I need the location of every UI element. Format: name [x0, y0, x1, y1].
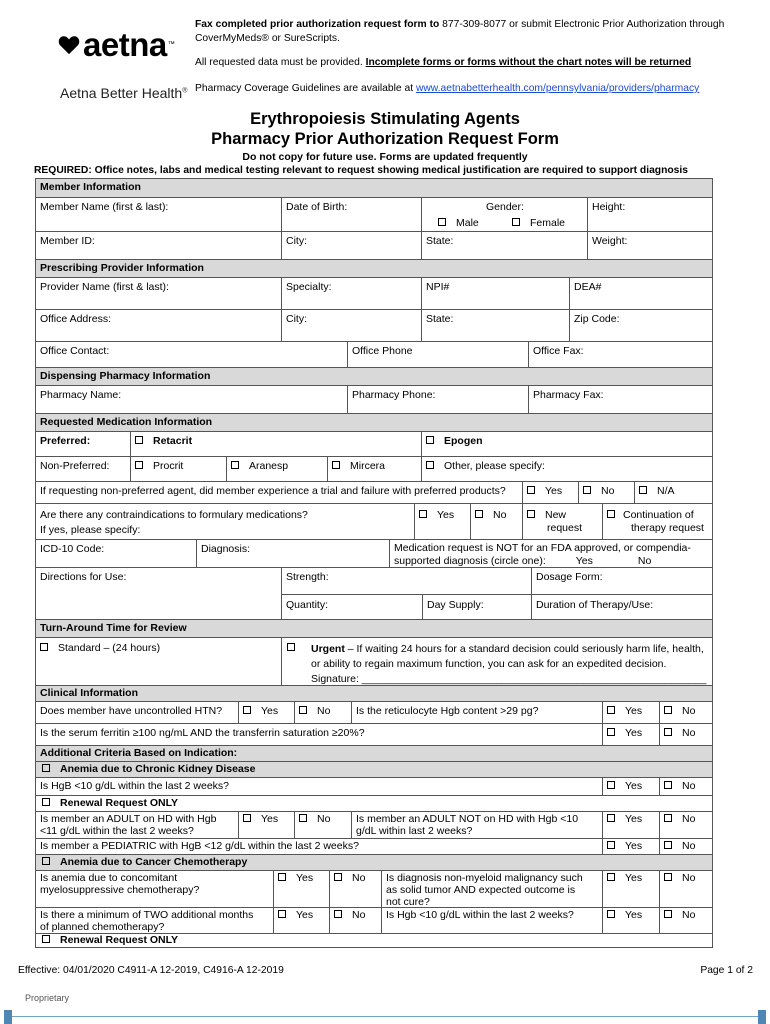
ferritin-no[interactable] — [659, 724, 712, 745]
pharmacy-fax-label: Pharmacy Fax: — [533, 389, 604, 401]
dea-field[interactable] — [569, 278, 712, 309]
male-option[interactable] — [438, 217, 479, 230]
logo-trademark: ™ — [167, 41, 175, 48]
other-option[interactable] — [421, 457, 712, 481]
adult-nothd-yes-checkbox[interactable] — [607, 814, 615, 822]
icd-row — [36, 539, 712, 567]
chemo-hgb-no-label: No — [682, 909, 696, 921]
adult-hd-no-label: No — [317, 813, 331, 825]
chemo-renewal-checkbox[interactable] — [42, 935, 50, 943]
pediatric-no-checkbox[interactable] — [664, 841, 672, 849]
ckd-renewal-checkbox[interactable] — [42, 798, 50, 806]
dosage-field[interactable] — [531, 568, 713, 594]
footer-bar — [0, 1008, 770, 1024]
trial-no-checkbox[interactable] — [583, 486, 591, 494]
section-pharmacy — [36, 367, 712, 385]
chemo-hgb-yes-label: Yes — [625, 909, 643, 921]
pediatric-yes[interactable] — [602, 839, 659, 854]
twomonths-l1: Is there a minimum of TWO additional months — [40, 909, 254, 921]
chemo-renewal-option[interactable] — [42, 934, 178, 947]
procrit-option[interactable] — [130, 457, 226, 481]
retic-no-label: No — [682, 705, 696, 717]
epogen-label: Epogen — [444, 435, 483, 447]
strength-label: Strength: — [286, 571, 329, 583]
height-field[interactable] — [587, 198, 712, 231]
pediatric-row — [36, 838, 712, 854]
office-contact-label: Office Contact: — [40, 345, 110, 357]
retacrit-label: Retacrit — [153, 435, 193, 447]
member-city-label: City: — [286, 235, 307, 247]
adult-nothd-yes-label: Yes — [625, 813, 643, 825]
trial-na[interactable] — [634, 482, 712, 503]
section-clinical — [36, 685, 712, 701]
npi-field[interactable] — [421, 278, 569, 309]
adult-nothd-question — [351, 812, 602, 838]
pharmacy-phone-label: Pharmacy Phone: — [352, 389, 436, 401]
ferritin-no-checkbox[interactable] — [664, 728, 672, 736]
ferritin-yes-checkbox[interactable] — [607, 728, 615, 736]
supply-label: Day Supply: — [427, 599, 484, 611]
page-number: Page 1 of 2 — [700, 965, 753, 976]
member-id-field[interactable] — [36, 232, 281, 259]
contra-no[interactable] — [470, 504, 522, 539]
required-notice — [195, 56, 725, 70]
aranesp-checkbox[interactable] — [231, 461, 239, 469]
concomitant-yes-label: Yes — [296, 872, 314, 884]
section-additional-label: Additional Criteria Based on Indication: — [40, 747, 238, 759]
concomitant-yes[interactable] — [273, 871, 329, 907]
contra-no-checkbox[interactable] — [475, 510, 483, 518]
office-state-field[interactable] — [421, 310, 569, 341]
section-tat-label: Turn-Around Time for Review — [40, 622, 187, 634]
procrit-checkbox[interactable] — [135, 461, 143, 469]
htn-row — [36, 701, 712, 723]
fda-no[interactable]: No — [637, 555, 652, 567]
pediatric-no-label: No — [682, 840, 696, 852]
provider-name-label: Provider Name (first & last): — [40, 281, 169, 293]
concomitant-l2: myelosuppressive chemotherapy? — [40, 884, 200, 896]
member-city-field[interactable] — [281, 232, 421, 259]
pharmacy-phone-field[interactable] — [347, 386, 528, 413]
fda-l1: Medication request is NOT for an FDA approved, or compendia- — [394, 542, 691, 554]
adult-nothd-yes[interactable] — [602, 812, 659, 838]
prescriber-row-3 — [36, 341, 712, 367]
nonmyeloid-question — [381, 871, 602, 907]
section-pharmacy-label: Dispensing Pharmacy Information — [40, 370, 211, 382]
procrit-label: Procrit — [153, 460, 184, 472]
continuation-l2: therapy request — [631, 522, 704, 534]
trial-na-label: N/A — [657, 485, 675, 497]
weight-label: Weight: — [592, 235, 628, 247]
nonmyeloid-l2: as solid tumor AND expected outcome is — [386, 884, 576, 896]
aranesp-option[interactable] — [226, 457, 327, 481]
quantity-field[interactable] — [282, 594, 422, 620]
new-request-l1: New — [545, 509, 567, 521]
trial-question: If requesting non-preferred agent, did member experience a trial and failure with preferred products? — [40, 485, 506, 497]
trial-yes-checkbox[interactable] — [527, 486, 535, 494]
trial-no-label: No — [601, 485, 615, 497]
effective-date: Effective: 04/01/2020 C4911-A 12-2019, C4916-A 12-2019 — [18, 965, 284, 976]
mircera-label: Mircera — [350, 460, 386, 472]
standard-checkbox[interactable] — [40, 643, 48, 651]
nonmyeloid-l1: Is diagnosis non-myeloid malignancy such — [386, 872, 583, 884]
retic-no-checkbox[interactable] — [664, 706, 672, 714]
office-address-label: Office Address: — [40, 313, 112, 325]
pediatric-yes-checkbox[interactable] — [607, 841, 615, 849]
ckd-renewal-label: Renewal Request ONLY — [60, 797, 179, 809]
height-label: Height: — [592, 201, 626, 213]
adult-hd-no[interactable] — [294, 812, 351, 838]
icd-label: ICD-10 Code: — [40, 543, 105, 555]
office-fax-label: Office Fax: — [533, 345, 584, 357]
nonmyeloid-no-label: No — [682, 872, 696, 884]
htn-yes[interactable] — [238, 702, 294, 723]
tat-row — [36, 637, 712, 685]
office-fax-field[interactable] — [528, 342, 712, 367]
urgent-l2: or ability to regain maximum function, you can ask for an expedited decision. — [311, 658, 667, 670]
member-name-label: Member Name (first & last): — [40, 201, 169, 213]
office-city-label: City: — [286, 313, 307, 325]
footer-bar-right-block — [758, 1010, 766, 1024]
subbrand-text: Aetna Better Health — [60, 85, 183, 101]
twomonths-no[interactable] — [329, 908, 381, 933]
ferritin-question: Is the serum ferritin ≥100 ng/mL AND the transferrin saturation ≥20%? — [40, 727, 365, 739]
ckd-header — [36, 761, 712, 777]
guidelines-plain: Pharmacy Coverage Guidelines are available at — [195, 83, 416, 94]
ckd-option[interactable] — [42, 763, 255, 776]
form-title-1: Erythropoiesis Stimulating Agents — [250, 110, 520, 128]
new-request-checkbox[interactable] — [527, 510, 535, 518]
directions-field[interactable] — [36, 568, 281, 619]
htn-no-checkbox[interactable] — [299, 706, 307, 714]
preferred-row — [36, 431, 712, 456]
dob-label: Date of Birth: — [286, 201, 348, 213]
fda-yes[interactable]: Yes — [575, 555, 593, 567]
office-phone-field[interactable] — [347, 342, 528, 367]
new-request-l2: request — [547, 522, 583, 534]
chemo-label: Anemia due to Cancer Chemotherapy — [60, 856, 248, 868]
supply-field[interactable] — [422, 594, 531, 620]
adult-nothd-no-checkbox[interactable] — [664, 814, 672, 822]
nonmyeloid-no[interactable] — [659, 871, 712, 907]
retic-yes[interactable] — [602, 702, 659, 723]
retic-yes-checkbox[interactable] — [607, 706, 615, 714]
fda-field — [389, 540, 712, 567]
chemo-renewal-label: Renewal Request ONLY — [60, 934, 179, 946]
adult-hd-yes-checkbox[interactable] — [243, 814, 251, 822]
ferritin-no-label: No — [682, 727, 696, 739]
office-phone-label: Office Phone — [352, 345, 413, 357]
trial-yes[interactable] — [522, 482, 578, 503]
contra-yes-label: Yes — [437, 509, 455, 521]
ckd-hgb-row — [36, 777, 712, 795]
contraindication-row — [36, 503, 712, 539]
urgent-l1 — [311, 642, 708, 657]
chemo-hgb-yes-checkbox[interactable] — [607, 910, 615, 918]
duration-field[interactable] — [531, 594, 713, 620]
required-plain: All requested data must be provided. — [195, 57, 366, 68]
chemo-hgb-no[interactable] — [659, 908, 712, 933]
directions-row — [36, 567, 712, 619]
prescriber-row-1 — [36, 277, 712, 309]
retacrit-checkbox[interactable] — [135, 436, 143, 444]
aetna-logo — [58, 28, 175, 61]
provider-name-field[interactable] — [36, 278, 281, 309]
office-state-label: State: — [426, 313, 454, 325]
npi-label: NPI# — [426, 281, 450, 293]
adult-hd-no-checkbox[interactable] — [299, 814, 307, 822]
concomitant-yes-checkbox[interactable] — [278, 873, 286, 881]
duration-label: Duration of Therapy/Use: — [536, 599, 654, 611]
htn-question: Does member have uncontrolled HTN? — [40, 705, 223, 717]
continuation-option[interactable] — [602, 504, 712, 539]
specialty-field[interactable] — [281, 278, 421, 309]
form-title-2: Pharmacy Prior Authorization Request Form — [211, 130, 559, 148]
section-additional — [36, 745, 712, 761]
contra-q1: Are there any contraindications to formulary medications? — [40, 509, 308, 521]
urgent-option[interactable] — [281, 638, 712, 685]
weight-field[interactable] — [587, 232, 712, 259]
directions-label: Directions for Use: — [40, 571, 127, 583]
concomitant-l1: Is anemia due to concomitant — [40, 872, 178, 884]
htn-yes-label: Yes — [261, 705, 279, 717]
zip-label: Zip Code: — [574, 313, 620, 325]
member-state-label: State: — [426, 235, 454, 247]
twomonths-yes-checkbox[interactable] — [278, 910, 286, 918]
ckd-hgb-yes-checkbox[interactable] — [607, 781, 615, 789]
section-member-label: Member Information — [40, 181, 141, 193]
contra-q2: If yes, please specify: — [40, 524, 141, 536]
female-option[interactable] — [512, 217, 565, 230]
fax-instructions — [195, 18, 725, 46]
dob-field[interactable] — [281, 198, 421, 231]
required-bold: Incomplete forms or forms without the chart notes will be returned — [365, 57, 692, 68]
gender-field — [421, 198, 587, 231]
ckd-hgb-no-label: No — [682, 780, 696, 792]
dosage-label: Dosage Form: — [536, 571, 603, 583]
adult-nothd-l1: Is member an ADULT NOT on HD with Hgb <10 — [356, 813, 579, 825]
nonmyeloid-yes-checkbox[interactable] — [607, 873, 615, 881]
dea-label: DEA# — [574, 281, 602, 293]
twomonths-yes-label: Yes — [296, 909, 314, 921]
section-member — [36, 179, 712, 197]
ferritin-row — [36, 723, 712, 745]
other-label: Other, please specify: — [444, 460, 545, 472]
nonmyeloid-yes-label: Yes — [625, 872, 643, 884]
chemo-header — [36, 854, 712, 870]
contra-no-label: No — [493, 509, 507, 521]
nonmyeloid-l3: not cure? — [386, 896, 430, 908]
concomitant-no-checkbox[interactable] — [334, 873, 342, 881]
diagnosis-field[interactable] — [196, 540, 389, 567]
female-checkbox[interactable] — [512, 218, 520, 226]
standard-label: Standard – (24 hours) — [58, 642, 161, 654]
contra-yes[interactable] — [414, 504, 470, 539]
chemo-renewal-row — [36, 933, 712, 948]
epogen-checkbox[interactable] — [426, 436, 434, 444]
pediatric-question: Is member a PEDIATRIC with HgB <12 g/dL within the last 2 weeks? — [40, 840, 359, 852]
ckd-hgb-yes[interactable] — [602, 778, 659, 795]
htn-no-label: No — [317, 705, 331, 717]
mircera-checkbox[interactable] — [332, 461, 340, 469]
section-medication-label: Requested Medication Information — [40, 416, 213, 428]
chemo-checkbox[interactable] — [42, 857, 50, 865]
adult-hd-l2: <11 g/dL within the last 2 weeks? — [40, 825, 194, 837]
logo-wordmark: aetna — [83, 26, 167, 63]
urgent-bold: Urgent — [311, 643, 345, 655]
section-medication — [36, 413, 712, 431]
required-banner: REQUIRED: Office notes, labs and medical testing relevant to request showing medical justification are required to support diagnosis — [34, 165, 688, 176]
ckd-renewal-row — [36, 795, 712, 811]
chemo-hgb-no-checkbox[interactable] — [664, 910, 672, 918]
twomonths-no-label: No — [352, 909, 366, 921]
strength-field[interactable] — [282, 568, 531, 594]
ckd-hgb-yes-label: Yes — [625, 780, 643, 792]
ckd-label: Anemia due to Chronic Kidney Disease — [60, 763, 256, 775]
prescriber-row-2 — [36, 309, 712, 341]
icd-field[interactable] — [36, 540, 196, 567]
guidelines-notice — [195, 82, 725, 96]
footer-bar-line — [8, 1016, 762, 1017]
fda-l2-text: supported diagnosis (circle one): — [394, 555, 546, 567]
quantity-label: Quantity: — [286, 599, 329, 611]
ferritin-yes-label: Yes — [625, 727, 643, 739]
pharmacy-fax-field[interactable] — [528, 386, 712, 413]
htn-no[interactable] — [294, 702, 351, 723]
adult-hd-yes[interactable] — [238, 812, 294, 838]
signature-line[interactable]: Signature: ___________________________________________________________ — [311, 673, 707, 685]
concomitant-no[interactable] — [329, 871, 381, 907]
member-row-2 — [36, 231, 712, 259]
pharmacy-name-field[interactable] — [36, 386, 347, 413]
subbrand-reg: ® — [182, 87, 188, 95]
ckd-renewal-option[interactable] — [42, 797, 178, 810]
specialty-label: Specialty: — [286, 281, 332, 293]
section-tat — [36, 619, 712, 637]
mircera-option[interactable] — [327, 457, 421, 481]
nonpreferred-label: Non-Preferred: — [40, 460, 110, 472]
pharmacy-row — [36, 385, 712, 413]
trial-row — [36, 481, 712, 503]
ckd-hgb-no[interactable] — [659, 778, 712, 795]
section-prescriber — [36, 259, 712, 277]
fax-rest: 877-309-8077 or submit Electronic Prior Authorization through CoverMyMeds® or SureScripts. — [195, 19, 725, 44]
member-name-field[interactable] — [36, 198, 281, 231]
member-row-1 — [36, 197, 712, 231]
office-contact-field[interactable] — [36, 342, 347, 367]
ckd-hgb-no-checkbox[interactable] — [664, 781, 672, 789]
twomonths-yes[interactable] — [273, 908, 329, 933]
nonmyeloid-no-checkbox[interactable] — [664, 873, 672, 881]
concomitant-question — [36, 871, 273, 907]
adult-nothd-no-label: No — [682, 813, 696, 825]
epogen-option[interactable] — [421, 432, 712, 456]
office-address-field[interactable] — [36, 310, 281, 341]
authorization-form — [35, 178, 713, 948]
member-state-field[interactable] — [421, 232, 587, 259]
adult-hd-l1: Is member an ADULT on HD with Hgb — [40, 813, 217, 825]
concomitant-row — [36, 870, 712, 907]
retic-no[interactable] — [659, 702, 712, 723]
chemo-hgb-yes[interactable] — [602, 908, 659, 933]
heart-icon — [58, 34, 80, 56]
guidelines-link[interactable]: www.aetnabetterhealth.com/pennsylvania/providers/pharmacy — [415, 83, 700, 94]
adult-nothd-no[interactable] — [659, 812, 712, 838]
trial-yes-label: Yes — [545, 485, 563, 497]
trial-na-checkbox[interactable] — [639, 486, 647, 494]
contraindication-question — [36, 504, 414, 539]
retic-yes-label: Yes — [625, 705, 643, 717]
subbrand — [60, 85, 187, 101]
continuation-checkbox[interactable] — [607, 510, 615, 518]
contra-yes-checkbox[interactable] — [419, 510, 427, 518]
ckd-checkbox[interactable] — [42, 764, 50, 772]
aranesp-label: Aranesp — [249, 460, 289, 472]
ckd-hgb-question: Is HgB <10 g/dL within the last 2 weeks? — [40, 780, 230, 792]
section-prescriber-label: Prescribing Provider Information — [40, 262, 204, 274]
section-clinical-label: Clinical Information — [40, 687, 139, 699]
nonmyeloid-yes[interactable] — [602, 871, 659, 907]
pediatric-no[interactable] — [659, 839, 712, 854]
footer-bar-left-block — [4, 1010, 12, 1024]
adult-hd-row — [36, 811, 712, 838]
twomonths-question — [36, 908, 273, 933]
adult-hd-yes-label: Yes — [261, 813, 279, 825]
diagnosis-label: Diagnosis: — [201, 543, 251, 555]
male-checkbox[interactable] — [438, 218, 446, 226]
new-request-option[interactable] — [522, 504, 602, 539]
htn-yes-checkbox[interactable] — [243, 706, 251, 714]
male-label: Male — [456, 217, 479, 229]
continuation-l1: Continuation of — [623, 509, 694, 521]
dosing-group — [281, 568, 712, 619]
adult-nothd-l2: g/dL within last 2 weeks? — [356, 825, 473, 837]
retic-question: Is the reticulocyte Hgb content >29 pg? — [351, 702, 602, 723]
proprietary-label: Proprietary — [25, 993, 70, 1003]
pediatric-yes-label: Yes — [625, 840, 643, 852]
nonpreferred-row — [36, 456, 712, 481]
other-checkbox[interactable] — [426, 461, 434, 469]
form-subtitle: Do not copy for future use. Forms are updated frequently — [242, 151, 528, 163]
zip-field[interactable] — [569, 310, 712, 341]
urgent-checkbox[interactable] — [287, 643, 295, 651]
chemo-hgb-question: Is Hgb <10 g/dL within the last 2 weeks? — [381, 908, 602, 933]
concomitant-no-label: No — [352, 872, 366, 884]
twomonths-no-checkbox[interactable] — [334, 910, 342, 918]
female-label: Female — [530, 217, 566, 229]
ferritin-yes[interactable] — [602, 724, 659, 745]
fax-bold: Fax completed prior authorization request form to — [195, 19, 440, 30]
retacrit-option[interactable] — [130, 432, 421, 456]
pharmacy-name-label: Pharmacy Name: — [40, 389, 122, 401]
twomonths-l2: of planned chemotherapy? — [40, 921, 165, 933]
office-city-field[interactable] — [281, 310, 421, 341]
preferred-label: Preferred: — [40, 435, 91, 447]
chemo-option[interactable] — [42, 856, 247, 869]
adult-hd-question — [36, 812, 238, 838]
gender-label: Gender: — [486, 201, 524, 213]
twomonths-row — [36, 907, 712, 933]
member-id-label: Member ID: — [40, 235, 95, 247]
urgent-l1-text: – If waiting 24 hours for a standard decision could seriously harm life, health, — [344, 643, 704, 655]
standard-option[interactable] — [36, 638, 281, 685]
trial-no[interactable] — [578, 482, 634, 503]
